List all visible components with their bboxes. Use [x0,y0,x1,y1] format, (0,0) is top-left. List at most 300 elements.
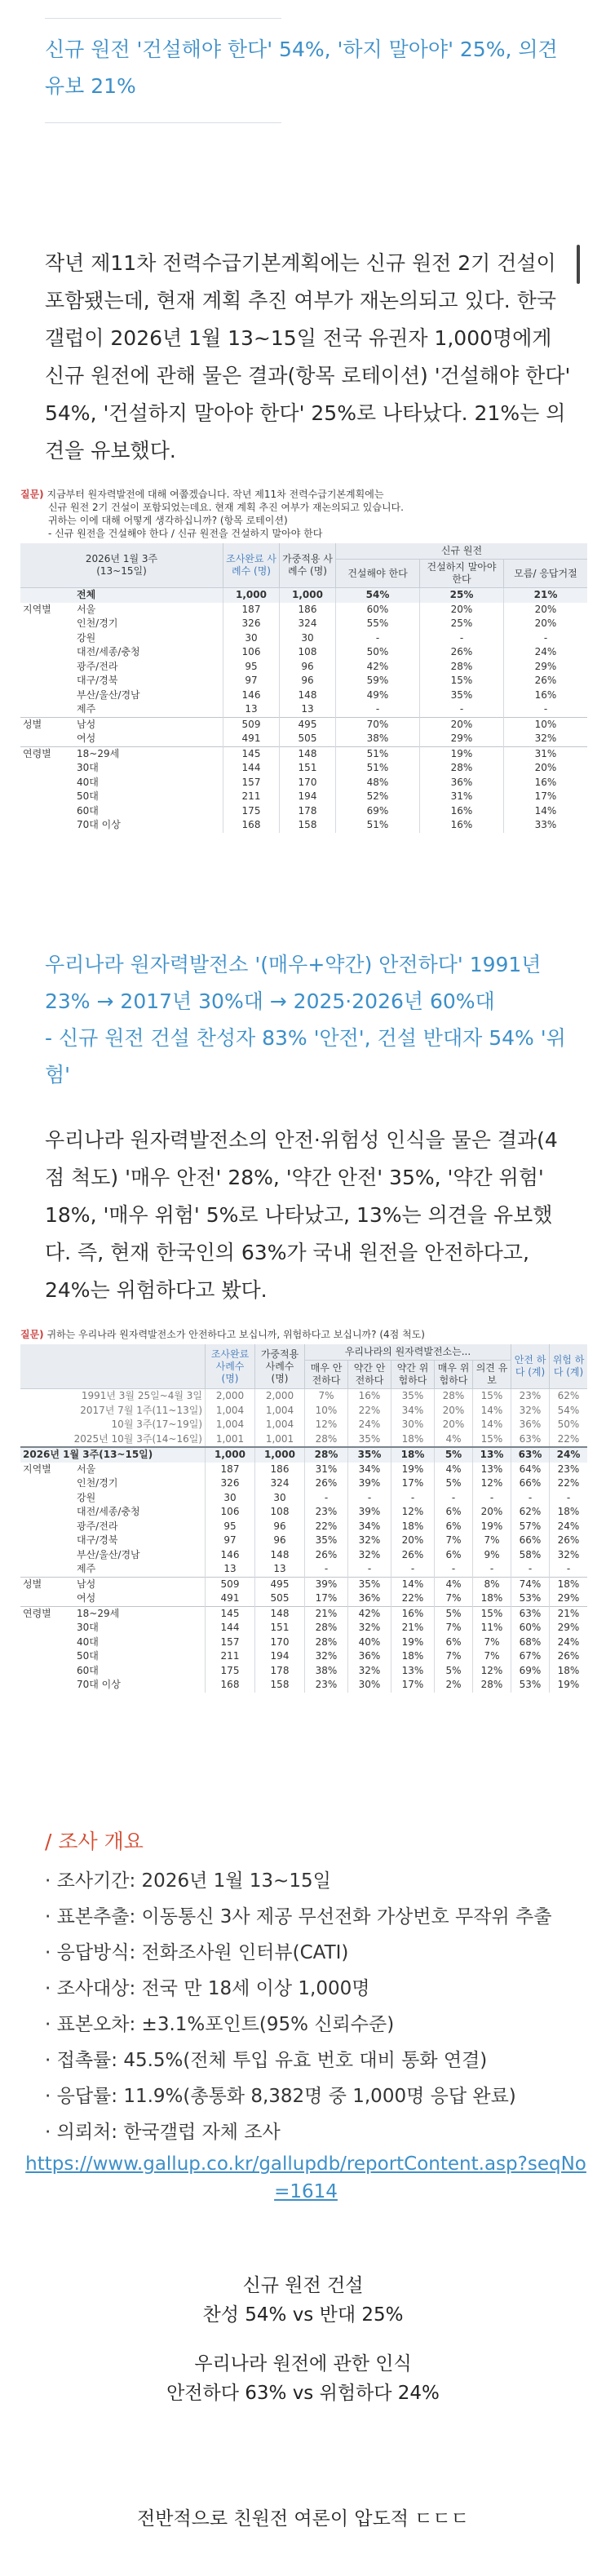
table1-group-header: 신규 원전 [336,543,588,560]
value-somewhat-safe: 35% [348,1447,391,1463]
value-undecided: 13% [473,1447,511,1463]
value-somewhat-safe: 32% [348,1548,391,1563]
row-group [20,617,74,631]
table2-sample-header: 조사완료 사례수 (명) [206,1344,255,1389]
row-group [20,688,74,703]
value-danger-sum: 26% [550,1534,588,1548]
row-label: 60대 [77,804,99,817]
sample-count: 491 [223,732,280,746]
survey-item: · 응답률: 11.9%(총통화 8,382명 중 1,000명 응답 완료) [45,2086,516,2107]
table-row [20,1664,587,1679]
sample-count: 145 [206,1606,255,1621]
value-not-build: - [420,702,504,717]
table-row [20,790,587,804]
value-safe-sum: - [511,1491,550,1506]
sample-count: 1,000 [206,1447,255,1463]
weighted-count: 108 [280,645,336,660]
row-group [20,804,74,819]
table-row [20,702,587,717]
table2-very-safe-header: 매우 안전하다 [305,1361,348,1389]
row-label: 2026년 1월 3주(13~15일) [20,1447,206,1463]
table-row [20,588,587,603]
sample-count: 146 [206,1548,255,1563]
value-not-build: 28% [420,660,504,675]
row-group [20,645,74,660]
value-undecided: 12% [473,1664,511,1679]
value-somewhat-danger: 19% [391,1463,435,1477]
row-label: 1991년 3월 25일~4월 3일 [81,1390,202,1401]
row-group [20,1505,74,1520]
value-not-build: 15% [420,674,504,688]
sample-count: 145 [223,746,280,761]
value-very-danger: 4% [435,1432,473,1448]
row-group [20,660,74,675]
weighted-count: 151 [280,761,336,776]
table-row [20,1404,587,1419]
row-label: 40대 [77,1635,99,1648]
value-undecided: 14% [473,1404,511,1419]
row-label: 강원 [77,1491,96,1503]
value-safe-sum: 62% [511,1505,550,1520]
sample-count: 211 [223,790,280,804]
row-label: 전체 [74,588,223,603]
table1-period-header [20,543,223,588]
table-row [20,1649,587,1664]
row-label: 대구/경북 [77,675,118,686]
value-somewhat-safe: 36% [348,1649,391,1664]
weighted-count: 170 [280,776,336,790]
row-group [20,1635,74,1650]
value-very-safe: 26% [305,1548,348,1563]
sample-count: 95 [223,660,280,675]
value-build: 54% [336,588,420,603]
value-danger-sum: 26% [550,1649,588,1664]
value-very-safe: 22% [305,1520,348,1534]
row-group [20,674,74,688]
sample-count: 326 [206,1476,255,1491]
value-very-danger: 4% [435,1577,473,1591]
value-very-safe: 39% [305,1577,348,1591]
survey-item: · 표본추출: 이동통신 3사 제공 무선전화 가상번호 무작위 추출 [45,1906,552,1928]
value-danger-sum: 18% [550,1577,588,1591]
value-safe-sum: 23% [511,1389,550,1404]
row-label: 60대 [77,1664,99,1676]
value-somewhat-danger: 20% [391,1534,435,1548]
value-very-danger: 7% [435,1591,473,1606]
value-somewhat-safe: - [348,1491,391,1506]
sample-count: 30 [206,1491,255,1506]
table-row [20,1505,587,1520]
value-undecided: 33% [504,818,588,833]
weighted-count: 178 [280,804,336,819]
row-label: 강원 [77,631,96,644]
row-label: 대전/세종/충청 [77,646,140,657]
table1-weighted-header: 가중적용 사례수 (명) [280,543,336,588]
value-undecided: 12% [473,1476,511,1491]
value-somewhat-safe: 30% [348,1678,391,1693]
weighted-count: 96 [280,660,336,675]
table1-yes-header: 건설해야 한다 [336,560,420,588]
sample-count: 95 [206,1520,255,1534]
section2-heading-line: 우리나라 원자력발전소 '(매우+약간) 안전하다' 1991년 23% → 2017년 30%대 → 2025·2026년 60%대 [45,953,542,1013]
section2-heading [45,946,567,1093]
value-very-safe: 12% [305,1418,348,1432]
value-build: 52% [336,790,420,804]
row-label: 대구/경북 [77,1534,118,1546]
row-label: 남성 [74,717,223,732]
value-somewhat-danger: 12% [391,1505,435,1520]
table-row [20,674,587,688]
row-label: 인천/경기 [77,617,118,629]
value-somewhat-safe: 34% [348,1463,391,1477]
value-build: 38% [336,732,420,746]
value-not-build: 20% [420,717,504,732]
value-undecided: 14% [473,1418,511,1432]
table-row [20,1621,587,1635]
weighted-count: 30 [280,631,336,646]
value-build: 42% [336,660,420,675]
value-undecided: 21% [504,588,588,603]
value-undecided: 15% [473,1606,511,1621]
closing-remark: 전반적으로 친원전 여론이 압도적 ㄷㄷㄷ [137,2508,469,2530]
table-row [20,645,587,660]
sample-count: 106 [206,1505,255,1520]
weighted-count: 1,004 [255,1404,305,1419]
value-undecided: 7% [473,1534,511,1548]
row-group [20,1476,74,1491]
table2-somewhat-danger-header: 약간 위험하다 [391,1361,435,1389]
sample-count: 175 [223,804,280,819]
row-label: 여성 [77,733,96,744]
table2-corner [20,1344,206,1389]
value-somewhat-safe: 34% [348,1520,391,1534]
row-label: 여성 [77,1592,96,1604]
row-group [20,1591,74,1606]
value-somewhat-danger: - [391,1562,435,1577]
value-very-safe: 17% [305,1591,348,1606]
value-undecided: 24% [504,645,588,660]
row-group [20,1534,74,1548]
table-row [20,1463,587,1477]
value-undecided: 7% [473,1649,511,1664]
value-safe-sum: 36% [511,1418,550,1432]
value-build: 51% [336,761,420,776]
row-label: 서울 [77,603,96,615]
row-group [20,1520,74,1534]
value-undecided: 9% [473,1548,511,1563]
sample-count: 187 [206,1463,255,1477]
value-build: 51% [336,746,420,761]
value-undecided: 32% [504,732,588,746]
value-danger-sum: 22% [550,1432,588,1448]
table1-dk-header: 모름/ 응답거절 [504,560,588,588]
value-very-safe: 38% [305,1664,348,1679]
table-row [20,1520,587,1534]
table-row [20,761,587,776]
value-somewhat-safe: 39% [348,1476,391,1491]
value-undecided: 18% [473,1591,511,1606]
table1-period: 2026년 1월 3주 [85,553,158,564]
value-danger-sum: 22% [550,1476,588,1491]
value-very-safe: - [305,1562,348,1577]
table-row [20,1418,587,1432]
value-safe-sum: 63% [511,1432,550,1448]
row-label: 인천/경기 [77,1477,118,1489]
row-label: 남성 [74,1577,206,1591]
value-not-build: 20% [420,603,504,617]
weighted-count: 30 [255,1491,305,1506]
table2-question-label: 질문) [20,1329,44,1340]
value-somewhat-danger: 35% [391,1389,435,1404]
value-very-danger: 6% [435,1505,473,1520]
table-row [20,1577,587,1591]
value-not-build: 16% [420,804,504,819]
nuclear-safety-table-block [20,1328,587,1693]
table1-sample-header: 조사완료 사례수 (명) [223,543,280,588]
survey-item: · 표본오차: ±3.1%포인트(95% 신뢰수준) [45,2014,395,2035]
value-undecided: 19% [473,1520,511,1534]
value-undecided: 8% [473,1577,511,1591]
value-somewhat-danger: 18% [391,1649,435,1664]
value-very-safe: 28% [305,1432,348,1448]
weighted-count: 13 [255,1562,305,1577]
value-safe-sum: 63% [511,1447,550,1463]
row-group: 연령별 [20,746,74,761]
summary-line: 신규 원전 건설 [242,2275,364,2296]
table2-safe-sum-header: 안전 하다 (계) [511,1344,550,1389]
value-build: 59% [336,674,420,688]
value-undecided: 31% [504,746,588,761]
value-danger-sum: - [550,1491,588,1506]
table1-question-line: 신규 원전 2기 건설이 포함되었는데요. 현재 계획 추진 여부가 재논의되고 있습니다. [48,502,404,513]
value-very-danger: 5% [435,1476,473,1491]
row-group [20,776,74,790]
value-danger-sum: 62% [550,1389,588,1404]
table2-danger-sum-header: 위험 하다 (계) [550,1344,588,1389]
value-somewhat-danger: 14% [391,1577,435,1591]
value-safe-sum: 63% [511,1606,550,1621]
sample-count: 491 [206,1591,255,1606]
table-row [20,1606,587,1621]
weighted-count: 2,000 [255,1389,305,1404]
weighted-count: 151 [255,1621,305,1635]
value-danger-sum: 18% [550,1664,588,1679]
sample-count: 157 [206,1635,255,1650]
value-very-danger: 7% [435,1534,473,1548]
table1-question-label: 질문) [20,489,44,500]
value-somewhat-safe: - [348,1562,391,1577]
value-somewhat-danger: 18% [391,1447,435,1463]
table-row [20,1432,587,1448]
value-not-build: 35% [420,688,504,703]
sample-count: 106 [223,645,280,660]
value-not-build: 31% [420,790,504,804]
value-somewhat-danger: 34% [391,1404,435,1419]
value-very-safe: - [305,1491,348,1506]
sample-count: 326 [223,617,280,631]
table-row [20,1491,587,1506]
weighted-count: 194 [280,790,336,804]
weighted-count: 495 [280,717,336,732]
row-group [20,1491,74,1506]
value-undecided: 10% [504,717,588,732]
value-somewhat-safe: 39% [348,1505,391,1520]
weighted-count: 158 [255,1678,305,1693]
value-somewhat-safe: 35% [348,1432,391,1448]
value-somewhat-safe: 24% [348,1418,391,1432]
value-not-build: 36% [420,776,504,790]
table2-question-text: 귀하는 우리나라 원자력발전소가 안전하다고 보십니까, 위험하다고 보십니까? (4점 척도) [46,1329,425,1340]
row-label: 부산/울산/경남 [77,1548,140,1560]
weighted-count: 158 [280,818,336,833]
value-undecided: 13% [473,1463,511,1477]
weighted-count: 148 [255,1606,305,1621]
table-row [20,617,587,631]
value-somewhat-safe: 32% [348,1534,391,1548]
table1-question [20,488,587,501]
value-danger-sum: 19% [550,1678,588,1693]
summary-line: 안전하다 63% vs 위험하다 24% [166,2383,440,2404]
value-very-danger: 6% [435,1635,473,1650]
value-undecided: 15% [473,1389,511,1404]
value-safe-sum: 32% [511,1404,550,1419]
value-somewhat-danger: 16% [391,1606,435,1621]
row-group [20,790,74,804]
table-row [20,1548,587,1563]
sample-count: 168 [206,1678,255,1693]
weighted-count: 96 [255,1534,305,1548]
table-row [20,818,587,833]
table1-question-line: - 신규 원전을 건설해야 한다 / 신규 원전을 건설하지 말아야 한다 [48,528,323,539]
scrollbar-thumb[interactable] [577,245,580,284]
table-row [20,1534,587,1548]
value-safe-sum: 74% [511,1577,550,1591]
value-safe-sum: 68% [511,1635,550,1650]
row-label: 2025년 10월 3주(14~16일) [73,1432,202,1445]
value-safe-sum: - [511,1562,550,1577]
sample-count: 30 [223,631,280,646]
nuclear-safety-table [20,1344,587,1693]
table2-very-danger-header: 매우 위험하다 [435,1361,473,1389]
table1-body [20,588,587,833]
value-somewhat-safe: 35% [348,1577,391,1591]
value-safe-sum: 58% [511,1548,550,1563]
row-label: 30대 [77,1622,99,1633]
row-label: 50대 [77,1650,99,1662]
source-link[interactable]: https://www.gallup.co.kr/gallupdb/reportContent.asp?seqNo=1614 [25,2153,586,2202]
value-somewhat-danger: 19% [391,1635,435,1650]
value-very-safe: 7% [305,1389,348,1404]
value-not-build: 25% [420,617,504,631]
table-row [20,1447,587,1463]
value-safe-sum: 53% [511,1591,550,1606]
weighted-count: 1,000 [280,588,336,603]
table-row [20,804,587,819]
row-group: 성별 [20,717,74,732]
weighted-count: 148 [280,688,336,703]
value-somewhat-danger: 17% [391,1678,435,1693]
value-undecided: 29% [504,660,588,675]
row-group [20,818,74,833]
value-danger-sum: 18% [550,1505,588,1520]
summary-line: 우리나라 원전에 관한 인식 [194,2353,412,2375]
value-undecided: 7% [473,1635,511,1650]
weighted-count: 96 [280,674,336,688]
sample-count: 509 [223,717,280,732]
headline-rule-bottom [45,122,281,123]
value-danger-sum: 32% [550,1548,588,1563]
value-undecided: - [504,702,588,717]
value-somewhat-safe: 36% [348,1591,391,1606]
value-very-danger: 6% [435,1520,473,1534]
value-very-safe: 32% [305,1649,348,1664]
value-danger-sum: 23% [550,1463,588,1477]
table-row [20,688,587,703]
value-not-build: - [420,631,504,646]
row-group: 지역별 [23,1463,51,1475]
weighted-count: 148 [255,1548,305,1563]
sample-count: 97 [206,1534,255,1548]
value-somewhat-safe: 32% [348,1664,391,1679]
value-safe-sum: 66% [511,1534,550,1548]
weighted-count: 1,000 [255,1447,305,1463]
value-safe-sum: 60% [511,1621,550,1635]
survey-item: · 조사기간: 2026년 1월 13~15일 [45,1870,331,1892]
row-label: 서울 [77,1463,96,1475]
table-row [20,660,587,675]
row-group [20,732,74,746]
value-build: 48% [336,776,420,790]
weighted-count: 148 [280,746,336,761]
table2-group-header: 우리나라의 원자력발전소는... [305,1344,511,1361]
table2-body [20,1389,587,1693]
sample-count: 97 [223,674,280,688]
value-build: - [336,702,420,717]
value-build: 60% [336,603,420,617]
value-danger-sum: - [550,1562,588,1577]
intro-paragraph: 작년 제11차 전력수급기본계획에는 신규 원전 2기 건설이 포함됐는데, 현재 계획 추진 여부가 재논의되고 있다. 한국갤럽이 2026년 1월 13~15일 전국 유권자 1,000명에게 신규 원전에 관해 물은 결과(항목 로테이션) '건설해야 한다' 54%, '건설하지 말아야 한다' 25%로 나타났다. 21%는 의견을 유보했다. [45,251,571,463]
row-label: 40대 [77,776,99,788]
value-undecided: 16% [504,776,588,790]
value-very-danger: 20% [435,1404,473,1419]
value-undecided: 20% [504,761,588,776]
value-undecided: 28% [473,1678,511,1693]
value-very-safe: 35% [305,1534,348,1548]
row-label: 30대 [77,762,99,773]
value-danger-sum: 54% [550,1404,588,1419]
table1-question-line: 귀하는 이에 대해 어떻게 생각하십니까? (항목 로테이션) [48,515,288,526]
value-undecided: 14% [504,804,588,819]
value-not-build: 16% [420,818,504,833]
weighted-count: 324 [280,617,336,631]
value-undecided: 20% [504,603,588,617]
row-group [20,631,74,646]
row-label: 2017년 7월 1주(11~13일) [80,1404,202,1416]
value-very-danger: - [435,1491,473,1506]
table2-undecided-header: 의견 유보 [473,1361,511,1389]
value-very-danger: 7% [435,1621,473,1635]
value-very-danger: - [435,1562,473,1577]
value-not-build: 26% [420,645,504,660]
survey-item: · 접촉률: 45.5%(전체 투입 유효 번호 대비 통화 연결) [45,2050,488,2071]
table1-question-line: 지금부터 원자력발전에 대해 여쭙겠습니다. 작년 제11차 전력수급기본계획에는 [46,489,384,500]
weighted-count: 505 [280,732,336,746]
sample-count: 1,004 [206,1404,255,1419]
value-very-safe: 28% [305,1447,348,1463]
row-label: 대전/세종/충청 [77,1506,140,1517]
survey-item: · 조사대상: 전국 만 18세 이상 1,000명 [45,1978,370,1999]
weighted-count: 1,001 [255,1432,305,1448]
